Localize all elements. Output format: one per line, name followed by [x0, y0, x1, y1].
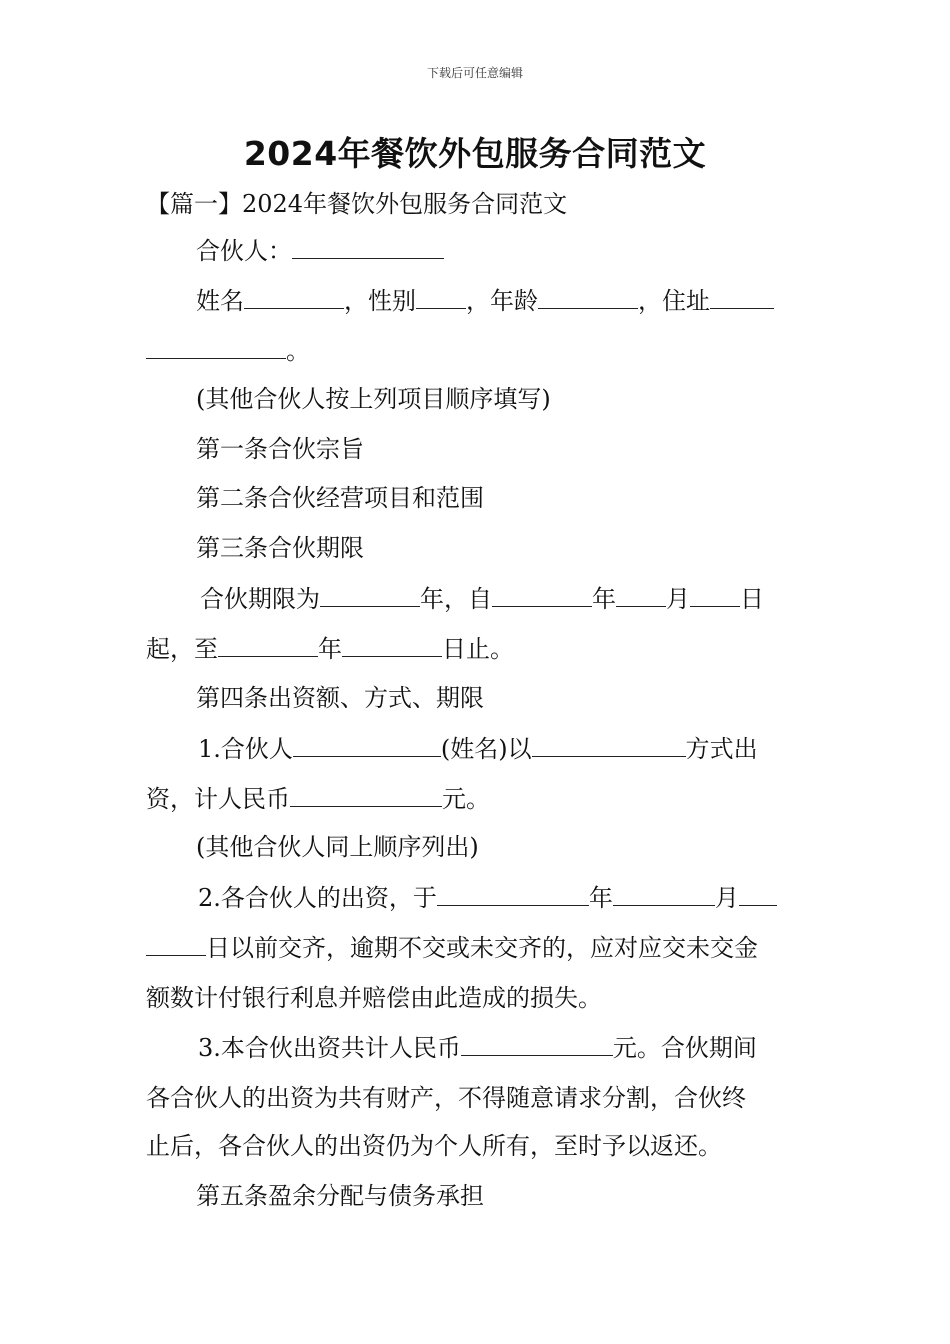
partner-label: 合伙人：: [196, 237, 292, 265]
blank-field: [461, 1037, 613, 1056]
end-day-label: 日止。: [442, 635, 514, 663]
amount-label: 资，计人民币: [146, 785, 290, 813]
blank-field: [739, 887, 777, 906]
age-label: ，年龄: [466, 287, 538, 315]
name-label: 姓名: [196, 287, 244, 315]
article-4: 第四条出资额、方式、期限: [196, 684, 484, 712]
others-order-note: (其他合伙人按上列项目顺序填写): [196, 385, 551, 413]
term-from-label: 年，自: [420, 585, 492, 613]
month-label: 月: [714, 884, 739, 912]
blank-field: [616, 588, 666, 607]
item-2-line-2: [146, 933, 758, 963]
blank-field: [437, 887, 589, 906]
term-to-label: 起，至: [146, 635, 218, 663]
address-continuation: [146, 336, 310, 366]
blank-field: [244, 290, 344, 309]
blank-field: [320, 588, 420, 607]
year-label: 年: [318, 635, 342, 663]
item-2-label: 2.各合伙人的出资，于: [198, 884, 437, 912]
blank-field: [613, 887, 715, 906]
gender-label: ，性别: [344, 287, 416, 315]
item-3-text: 元。合伙期间: [612, 1034, 757, 1062]
yuan-label: 元。: [442, 785, 490, 813]
blank-field: [293, 738, 441, 757]
name-by-label: (姓名)以: [440, 735, 532, 763]
article-2: 第二条合伙经营项目和范围: [196, 484, 484, 512]
item-3-label: 3.本合伙出资共计人民币: [198, 1034, 461, 1062]
item-3-line-3: 止后，各合伙人的出资仍为个人所有，至时予以返还。: [146, 1132, 722, 1160]
item-2-text: 日以前交齐，逾期不交或未交齐的，应对应交未交金: [206, 934, 758, 962]
end-mark: 。: [286, 337, 310, 365]
address-label: ，住址: [638, 287, 710, 315]
blank-field: [416, 290, 466, 309]
item-2-line-3: 额数计付银行利息并赔偿由此造成的损失。: [146, 984, 602, 1012]
blank-field: [690, 588, 740, 607]
article-3: 第三条合伙期限: [196, 534, 364, 562]
others-list-note: (其他合伙人同上顺序列出): [196, 833, 479, 861]
item-1-label: 1.合伙人: [198, 735, 293, 763]
personal-info-line: [196, 286, 774, 316]
blank-field: [290, 788, 442, 807]
item-3-line-1: [198, 1033, 757, 1063]
blank-field: [538, 290, 638, 309]
blank-field: [146, 937, 206, 956]
term-label: 合伙期限为: [200, 585, 320, 613]
day-label: 日: [740, 585, 764, 613]
header-note: 下载后可任意编辑: [426, 66, 523, 80]
article-1: 第一条合伙宗旨: [196, 435, 364, 463]
article-5: 第五条盈余分配与债务承担: [196, 1182, 484, 1210]
document-title: 2024年餐饮外包服务合同范文: [243, 134, 707, 173]
item-3-line-2: 各合伙人的出资为共有财产，不得随意请求分割，合伙终: [146, 1084, 746, 1112]
partner-line: [196, 236, 444, 266]
item-2-line-1: [198, 883, 777, 913]
method-label: 方式出: [685, 735, 758, 763]
year-label: 年: [588, 884, 613, 912]
blank-field: [710, 290, 774, 309]
term-line-2: [146, 634, 514, 664]
blank-field: [532, 738, 686, 757]
year-label: 年: [592, 585, 616, 613]
item-1-line-2: [146, 784, 490, 814]
section-heading: 【篇一】2024年餐饮外包服务合同范文: [146, 190, 568, 218]
item-1-line-1: [198, 734, 758, 764]
blank-field: [342, 638, 442, 657]
term-line-1: [200, 584, 764, 614]
blank-field: [292, 240, 444, 259]
blank-field: [146, 340, 286, 359]
blank-field: [218, 638, 318, 657]
blank-field: [492, 588, 592, 607]
month-label: 月: [666, 585, 690, 613]
